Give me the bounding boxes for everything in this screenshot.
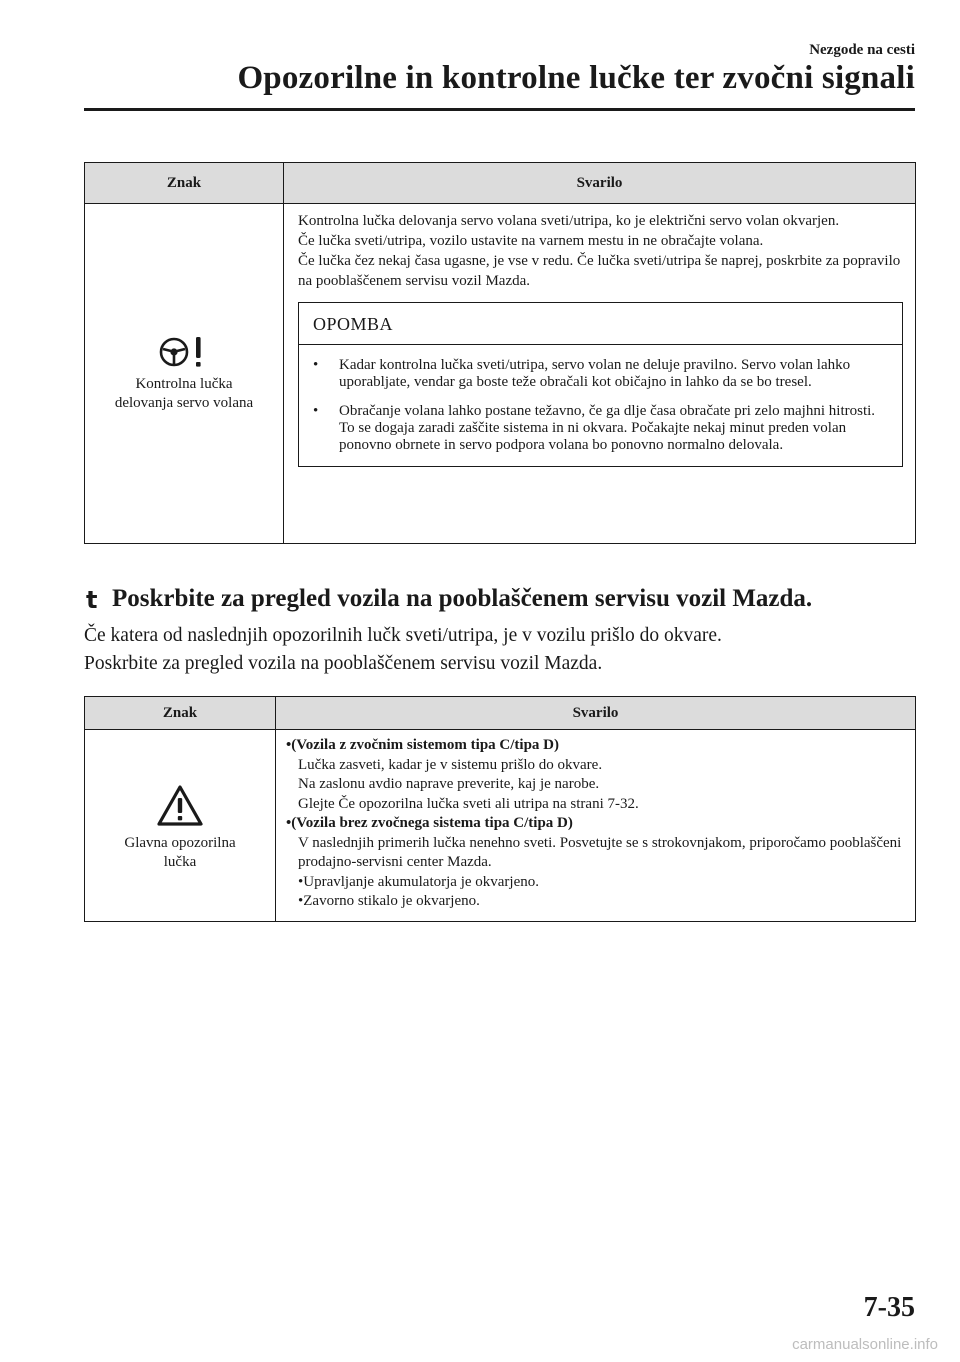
col-header-warning: Svarilo — [276, 697, 916, 730]
warning-text: Če lučka sveti/utripa, vozilo ustavite na varnem mestu in ne obračajte volana. — [298, 233, 764, 249]
warning-text: •Zavorno stikalo je okvarjeno. — [298, 893, 480, 909]
note-item — [299, 357, 902, 391]
section-heading: Poskrbite za pregled vozila na pooblaščenem servisu vozil Mazda. — [112, 585, 813, 612]
warning-cell — [284, 204, 916, 544]
col-header-warning: Svarilo — [284, 163, 916, 204]
sign-cell — [85, 204, 284, 544]
section-label: Nezgode na cesti — [809, 42, 915, 58]
col-header-sign: Znak — [85, 697, 276, 730]
warning-text: Na zaslonu avdio naprave preverite, kaj je narobe. — [298, 776, 600, 792]
intro-line: Poskrbite za pregled vozila na pooblaščenem servisu vozil Mazda. — [84, 653, 603, 674]
master-warning-triangle-icon — [156, 784, 204, 828]
warning-text: Če lučka čez nekaj časa ugasne, je vse v redu. Če lučka sveti/utripa še naprej, poskrbite za popravilo na pooblaščenem servisu vozil Mazda. — [298, 253, 901, 289]
watermark[interactable]: carmanualsonline.info — [792, 1336, 938, 1353]
warning-subheading: •(Vozila brez zvočnega sistema tipa C/tipa D) — [286, 815, 573, 831]
warning-text: Glejte Če opozorilna lučka sveti ali utripa na strani 7-32. — [298, 795, 639, 812]
col-header-sign: Znak — [85, 163, 284, 204]
warning-text: •Upravljanje akumulatorja je okvarjeno. — [298, 873, 539, 890]
sign-label: lučka — [163, 854, 197, 871]
sign-label: delovanja servo volana — [114, 394, 254, 411]
note-box — [298, 302, 903, 467]
table-header-row — [85, 697, 916, 730]
bullet-icon: • — [313, 403, 319, 419]
warning-table-1 — [84, 162, 916, 544]
page-title: Opozorilne in kontrolne lučke ter zvočni signali — [237, 60, 915, 96]
section-intro — [84, 622, 934, 678]
power-steering-warning-icon — [158, 335, 210, 369]
warning-text: V naslednjih primerih lučka nenehno sveti. Posvetujte se s strokovnjakom, priporočamo pooblaščeni prodajno-servisni center Mazda. — [298, 834, 902, 870]
warning-text: Kontrolna lučka delovanja servo volana sveti/utripa, ko je električni servo volan okvarjen. — [298, 213, 840, 229]
warning-table-2 — [84, 696, 916, 922]
table-header-row — [85, 163, 916, 204]
page-number: 7-35 — [863, 1292, 915, 1323]
table-row — [85, 730, 916, 922]
intro-line: Če katera od naslednjih opozorilnih lučk sveti/utripa, je v vozilu prišlo do okvare. — [84, 625, 722, 646]
note-text: Kadar kontrolna lučka sveti/utripa, servo volan ne deluje pravilno. Servo volan lahko uporabljate, vendar ga boste teže obračali kot običajno in lahko da se bo tresel. — [339, 357, 851, 390]
title-rule — [84, 108, 915, 111]
section-marker: t — [86, 586, 98, 614]
sign-label: Glavna opozorilna — [124, 835, 236, 852]
note-item — [299, 403, 902, 454]
warning-text: Lučka zasveti, kadar je v sistemu prišlo do okvare. — [298, 756, 603, 773]
note-title: OPOMBA — [299, 303, 902, 345]
note-text: Obračanje volana lahko postane težavno, če ga dlje časa obračate pri zelo majhni hitrosti. To se dogaja zaradi zaščite sistema in ni okvara. Počakajte nekaj minut preden volan ponovno obrnete in servo podpora volana bo ponovno normalno delovala. — [339, 403, 876, 453]
sign-label: Kontrolna lučka — [135, 375, 233, 392]
warning-subheading: •(Vozila z zvočnim sistemom tipa C/tipa D) — [286, 737, 559, 753]
table-row — [85, 204, 916, 544]
bullet-icon: • — [313, 357, 319, 373]
warning-cell — [276, 730, 916, 922]
sign-cell — [85, 730, 276, 922]
